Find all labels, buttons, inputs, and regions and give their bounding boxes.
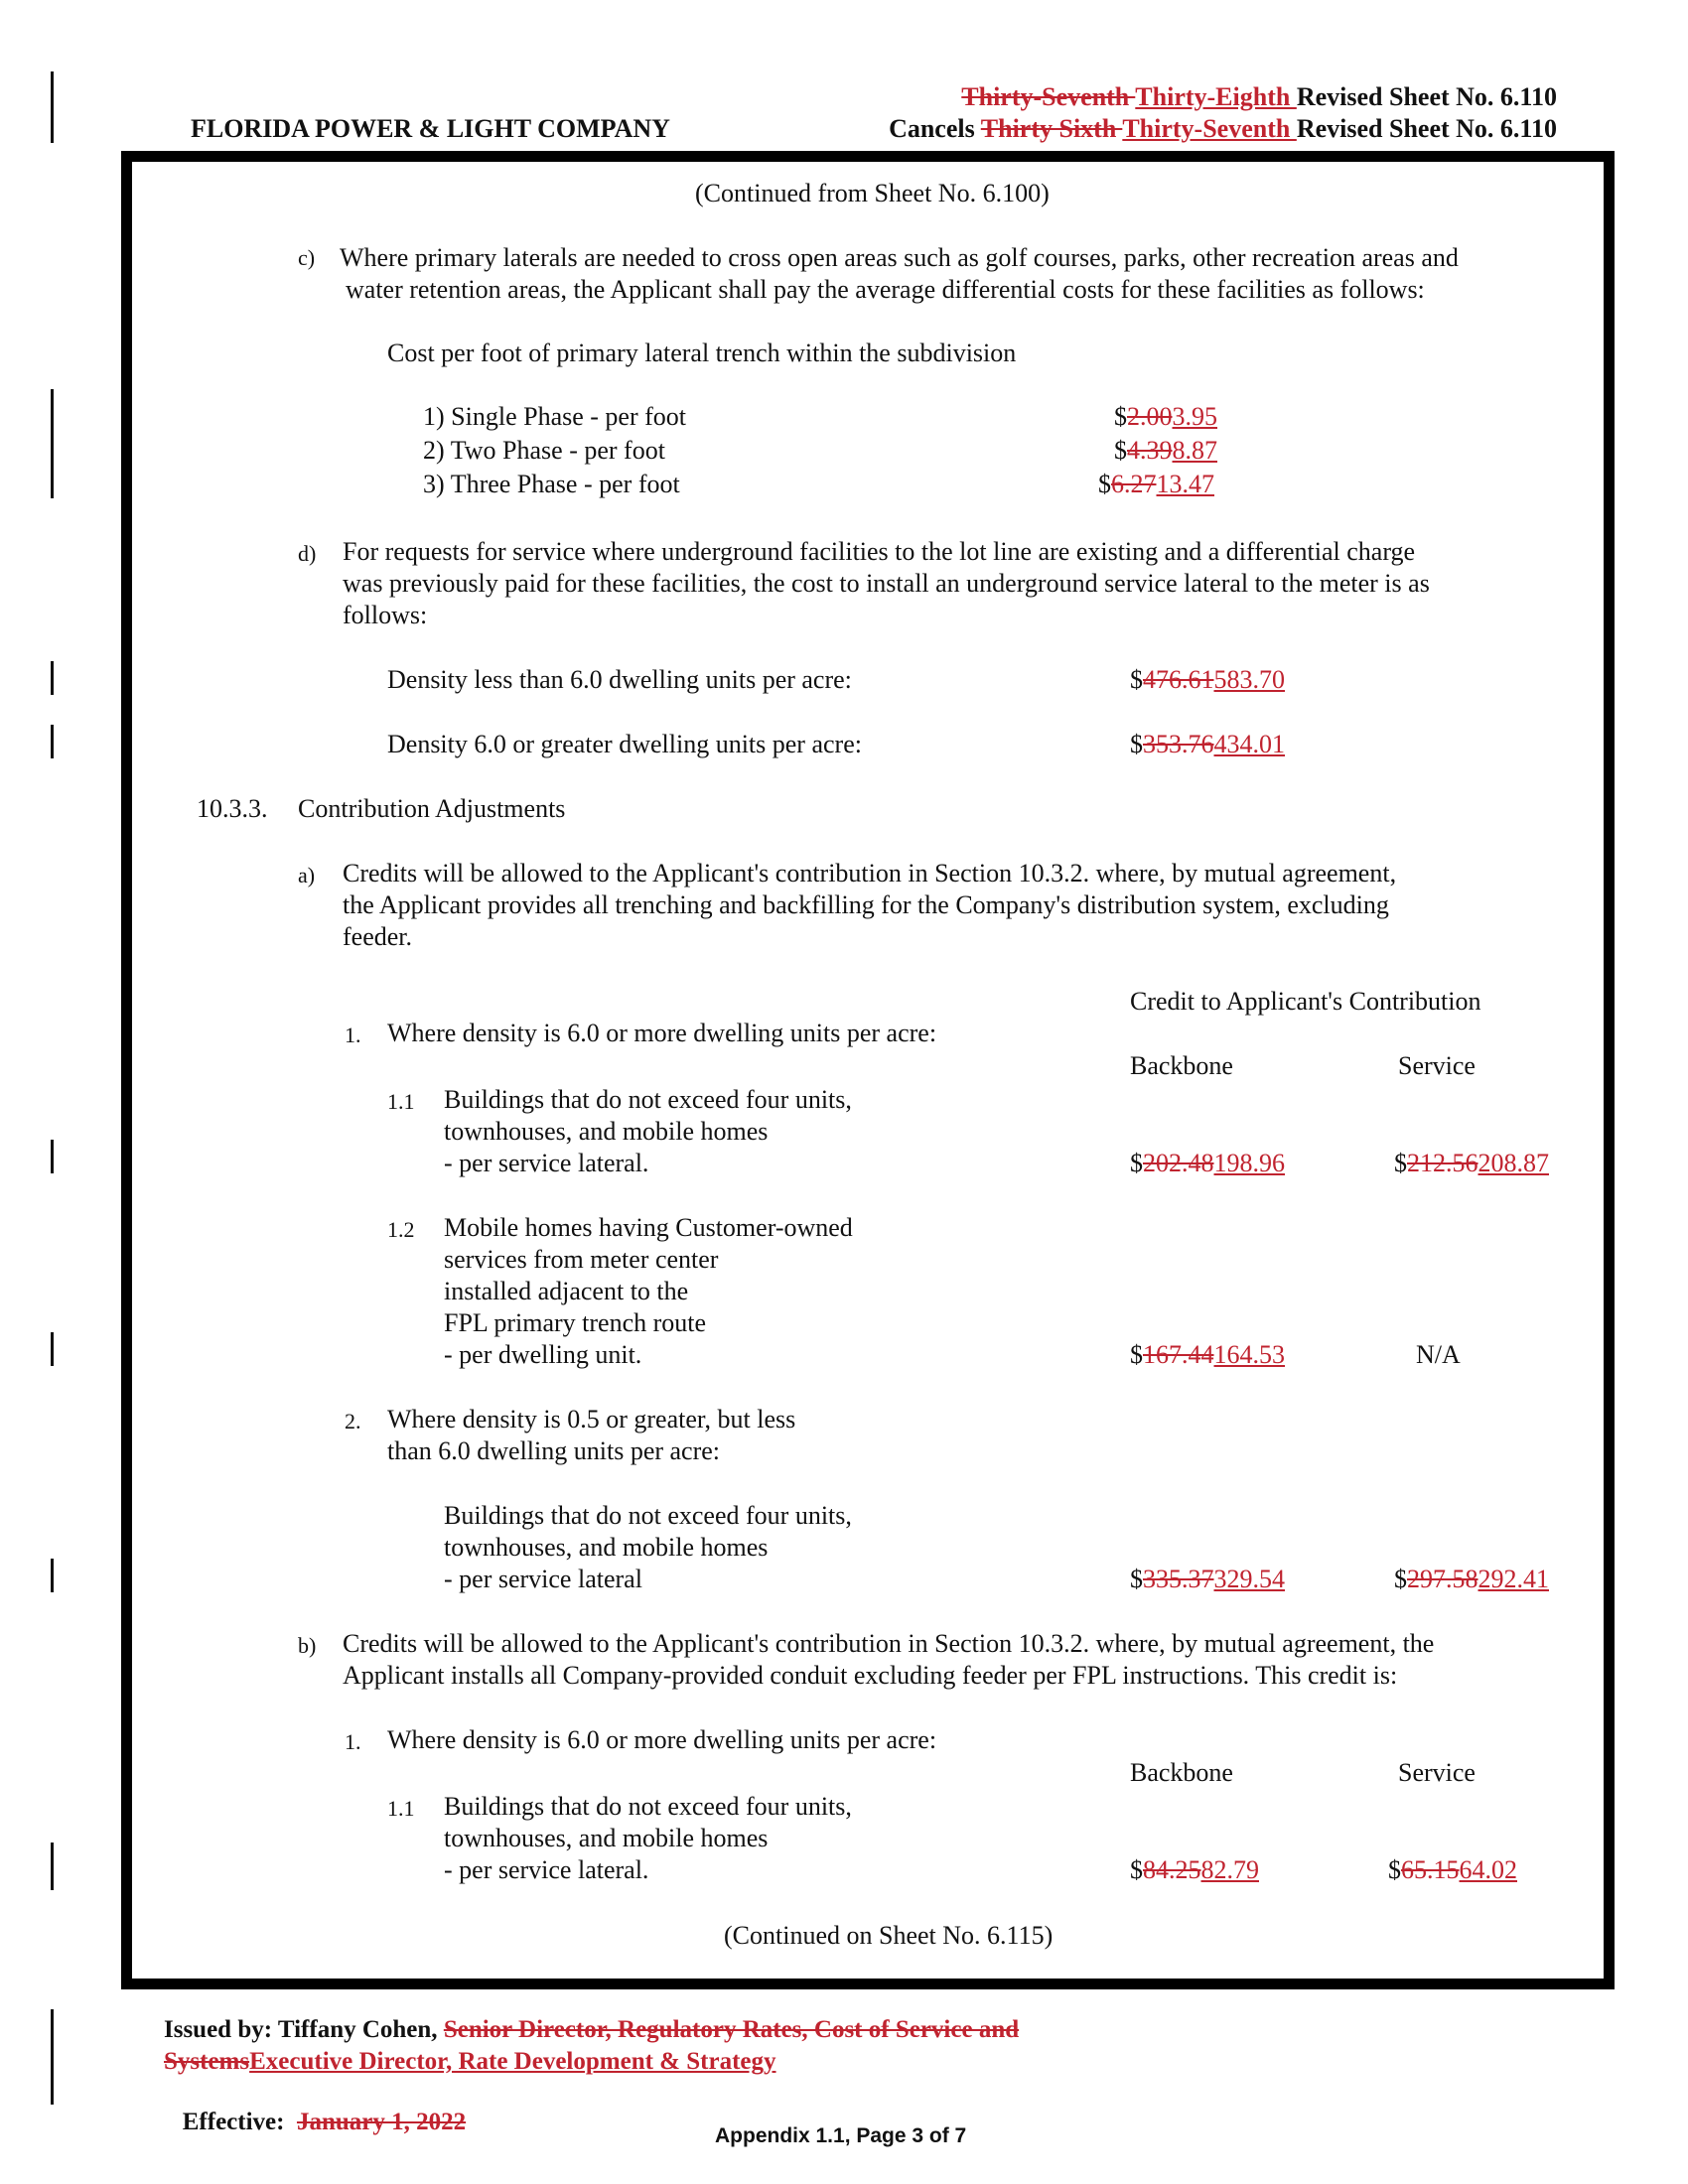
- deleted-text: Systems: [164, 2048, 250, 2075]
- cost-intro: Cost per foot of primary lateral trench within the subdivision: [387, 339, 1017, 367]
- sheet-number: Revised Sheet No. 6.110: [1296, 82, 1557, 111]
- revision-bar: [51, 1559, 54, 1592]
- issued-title: [164, 2048, 776, 2076]
- sheet-number: Revised Sheet No. 6.110: [1296, 114, 1557, 143]
- section-a-text: feeder.: [343, 922, 413, 951]
- item-text: Where density is 6.0 or more dwelling units per acre:: [387, 1019, 937, 1047]
- sheet-cancels-line: [889, 114, 1557, 144]
- section-number: 10.3.3.: [197, 794, 268, 823]
- item-text: - per service lateral: [444, 1565, 642, 1593]
- item-text: Buildings that do not exceed four units,: [444, 1085, 852, 1114]
- section-b-label: b): [298, 1633, 317, 1658]
- deleted-text: January 1, 2022: [296, 2109, 467, 2135]
- service-credit: $297.58292.41: [1394, 1565, 1549, 1593]
- item-text: Where density is 6.0 or more dwelling units per acre:: [387, 1725, 937, 1754]
- section-a-label: a): [298, 863, 316, 887]
- credit-header: Credit to Applicant's Contribution: [1130, 987, 1481, 1016]
- service-credit: $212.56208.87: [1394, 1149, 1549, 1177]
- section-d-label: d): [298, 541, 317, 566]
- section-c-text: water retention areas, the Applicant shall pay the average differential costs for these facilities as follows:: [346, 275, 1425, 304]
- column-service: Service: [1398, 1758, 1476, 1787]
- cost-row-label: 2) Two Phase - per foot: [423, 436, 665, 465]
- page-border: [121, 151, 1615, 1989]
- cost-row-value: $2.003.95: [1114, 402, 1217, 431]
- section-b-text: Applicant installs all Company-provided conduit excluding feeder per FPL instructions. This credit is:: [343, 1661, 1398, 1690]
- revision-bar: [51, 2009, 54, 2105]
- issued-by: [164, 2016, 1019, 2044]
- column-backbone: Backbone: [1130, 1051, 1233, 1080]
- density-row-value: $353.76434.01: [1130, 730, 1285, 758]
- item-text: services from meter center: [444, 1245, 719, 1274]
- backbone-credit: $335.37329.54: [1130, 1565, 1285, 1593]
- cancels-label: Cancels: [889, 114, 981, 143]
- item-text: Mobile homes having Customer-owned: [444, 1213, 853, 1242]
- inserted-text: Executive Director, Rate Development & Strategy: [249, 2048, 776, 2075]
- revision-bar: [51, 661, 54, 695]
- service-credit: N/A: [1416, 1340, 1461, 1369]
- item-text: Buildings that do not exceed four units,: [444, 1501, 852, 1530]
- cost-row-label: 3) Three Phase - per foot: [423, 470, 680, 498]
- item-text: than 6.0 dwelling units per acre:: [387, 1436, 721, 1465]
- continued-on: (Continued on Sheet No. 6.115): [724, 1921, 1054, 1950]
- inserted-text: Thirty-Seventh: [1122, 114, 1297, 143]
- item-number: 2.: [345, 1409, 361, 1433]
- deleted-text: Thirty Sixth: [980, 114, 1123, 143]
- section-d-text: was previously paid for these facilities, the cost to install an underground service lateral to the meter is as: [343, 569, 1430, 598]
- deleted-text: Senior Director, Regulatory Rates, Cost of Service and: [443, 2016, 1020, 2043]
- section-c-label: c): [298, 245, 316, 270]
- item-text: townhouses, and mobile homes: [444, 1117, 769, 1146]
- item-text: townhouses, and mobile homes: [444, 1824, 769, 1852]
- effective-label: Effective:: [176, 2109, 297, 2135]
- cost-row-value: $6.2713.47: [1098, 470, 1214, 498]
- revision-bar: [51, 1843, 54, 1890]
- cost-row-label: 1) Single Phase - per foot: [423, 402, 687, 431]
- column-backbone: Backbone: [1130, 1758, 1233, 1787]
- revision-bar: [51, 71, 54, 143]
- item-text: - per service lateral.: [444, 1149, 649, 1177]
- deleted-text: Thirty-Seventh: [961, 82, 1136, 111]
- item-text: Buildings that do not exceed four units,: [444, 1792, 852, 1821]
- density-row-value: $476.61583.70: [1130, 665, 1285, 694]
- section-a-text: the Applicant provides all trenching and backfilling for the Company's distribution system, excluding: [343, 890, 1389, 919]
- item-text: townhouses, and mobile homes: [444, 1533, 769, 1562]
- backbone-credit: $202.48198.96: [1130, 1149, 1285, 1177]
- revision-bar: [51, 389, 54, 498]
- section-d-text: For requests for service where underground facilities to the lot line are existing and a differential charge: [343, 537, 1416, 566]
- item-text: Where density is 0.5 or greater, but less: [387, 1405, 796, 1433]
- item-text: installed adjacent to the: [444, 1277, 689, 1305]
- item-text: - per dwelling unit.: [444, 1340, 642, 1369]
- density-row-label: Density 6.0 or greater dwelling units per acre:: [387, 730, 862, 758]
- company-name: FLORIDA POWER & LIGHT COMPANY: [191, 114, 670, 143]
- cost-row-value: $4.398.87: [1114, 436, 1217, 465]
- section-a-text: Credits will be allowed to the Applicant's contribution in Section 10.3.2. where, by mutual agreement,: [343, 859, 1397, 887]
- section-title: Contribution Adjustments: [298, 794, 566, 823]
- column-service: Service: [1398, 1051, 1476, 1080]
- item-number: 1.: [345, 1729, 361, 1754]
- revision-bar: [51, 1140, 54, 1173]
- density-row-label: Density less than 6.0 dwelling units per acre:: [387, 665, 852, 694]
- section-b-text: Credits will be allowed to the Applicant's contribution in Section 10.3.2. where, by mutual agreement, the: [343, 1629, 1435, 1658]
- item-text: - per service lateral.: [444, 1855, 649, 1884]
- item-text: FPL primary trench route: [444, 1308, 707, 1337]
- sheet-revision-line: [961, 82, 1557, 112]
- appendix-page-number: Appendix 1.1, Page 3 of 7: [715, 2124, 967, 2147]
- item-number: 1.2: [387, 1217, 415, 1242]
- section-d-text: follows:: [343, 601, 428, 629]
- inserted-text: Thirty-Eighth: [1135, 82, 1297, 111]
- backbone-credit: $167.44164.53: [1130, 1340, 1285, 1369]
- effective-date: [164, 2081, 466, 2136]
- section-c-text: Where primary laterals are needed to cross open areas such as golf courses, parks, other recreation areas and: [340, 243, 1459, 272]
- continued-from: (Continued from Sheet No. 6.100): [695, 179, 1050, 207]
- item-number: 1.1: [387, 1796, 415, 1821]
- service-credit: $65.1564.02: [1388, 1855, 1517, 1884]
- item-number: 1.1: [387, 1089, 415, 1114]
- revision-bar: [51, 725, 54, 758]
- issued-label: Issued by: Tiffany Cohen,: [164, 2016, 444, 2043]
- revision-bar: [51, 1332, 54, 1366]
- item-number: 1.: [345, 1023, 361, 1047]
- backbone-credit: $84.2582.79: [1130, 1855, 1259, 1884]
